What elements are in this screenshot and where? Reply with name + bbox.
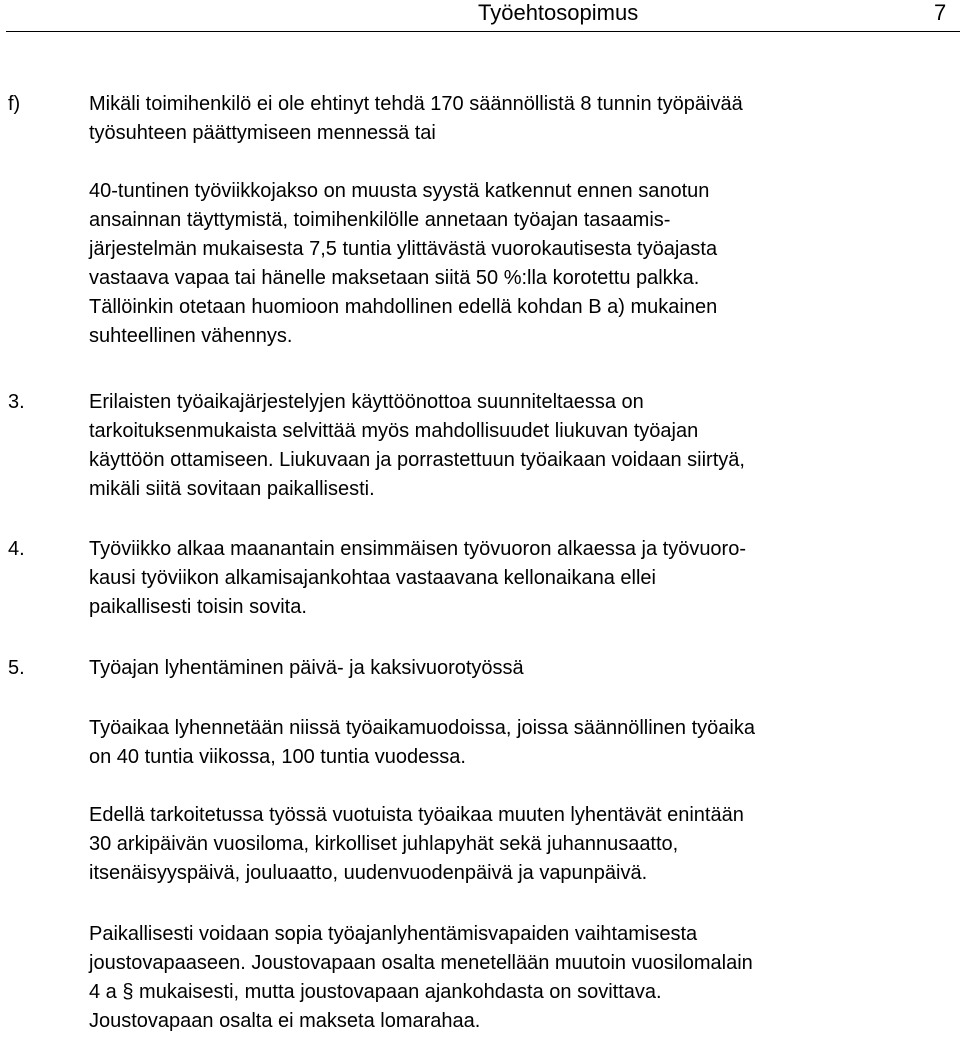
text-line: Työaikaa lyhennetään niissä työaikamuodoissa, joissa säännöllinen työaika <box>89 717 755 739</box>
paragraph-section-3 <box>89 388 960 504</box>
paragraph-section-5-3 <box>89 920 960 1036</box>
text-line: joustovapaaseen. Joustovapaan osalta menetellään muutoin vuosilomalain <box>89 952 753 974</box>
text-line: Mikäli toimihenkilö ei ole ehtinyt tehdä 170 säännöllistä 8 tunnin työpäivää <box>89 93 743 115</box>
text-line: työsuhteen päättymiseen mennessä tai <box>89 122 436 144</box>
text-line: ansainnan täyttymistä, toimihenkilölle annetaan työajan tasaamis- <box>89 209 671 231</box>
text-line: 4 a § mukaisesti, mutta joustovapaan ajankohdasta on sovittava. <box>89 981 662 1003</box>
paragraph-f-body <box>89 177 960 351</box>
text-line: itsenäisyyspäivä, jouluaatto, uudenvuodenpäivä ja vapunpäivä. <box>89 862 648 884</box>
section-5-heading <box>89 654 960 683</box>
text-line: Tällöinkin otetaan huomioon mahdollinen edellä kohdan B a) mukainen <box>89 296 718 318</box>
section-number-5: 5. <box>8 657 25 679</box>
text-line: tarkoituksenmukaista selvittää myös mahdollisuudet liukuvan työajan <box>89 420 699 442</box>
item-marker-f: f) <box>8 93 21 115</box>
text-line: vastaava vapaa tai hänelle maksetaan siitä 50 %:lla korotettu palkka. <box>89 267 700 289</box>
text-line: 40-tuntinen työviikkojakso on muusta syystä katkennut ennen sanotun <box>89 180 710 202</box>
paragraph-section-4 <box>89 535 960 622</box>
text-line: Erilaisten työaikajärjestelyjen käyttöönottoa suunniteltaessa on <box>89 391 644 413</box>
text-line: järjestelmän mukaisesta 7,5 tuntia ylittävästä vuorokautisesta työajasta <box>89 238 718 260</box>
header-divider <box>6 31 960 32</box>
text-line: on 40 tuntia viikossa, 100 tuntia vuodessa. <box>89 746 466 768</box>
text-line: mikäli siitä sovitaan paikallisesti. <box>89 478 375 500</box>
text-line: Paikallisesti voidaan sopia työajanlyhentämisvapaiden vaihtamisesta <box>89 923 698 945</box>
paragraph-section-5-1 <box>89 714 960 772</box>
text-line: Edellä tarkoitetussa työssä vuotuista työaikaa muuten lyhentävät enintään <box>89 804 744 826</box>
text-line: kausi työviikon alkamisajankohtaa vastaavana kellonaikana ellei <box>89 567 657 589</box>
text-line: paikallisesti toisin sovita. <box>89 596 307 618</box>
page-number: 7 <box>934 0 947 25</box>
section-number-4: 4. <box>8 538 25 560</box>
text-line: Joustovapaan osalta ei makseta lomarahaa. <box>89 1010 481 1032</box>
text-line: Työviikko alkaa maanantain ensimmäisen työvuoron alkaessa ja työvuoro- <box>89 538 747 560</box>
text-line: 30 arkipäivän vuosiloma, kirkolliset juhlapyhät sekä juhannusaatto, <box>89 833 679 855</box>
paragraph-section-5-2 <box>89 801 960 888</box>
document-title: Työehtosopimus <box>478 0 639 25</box>
page-header <box>0 0 960 34</box>
section-number-3: 3. <box>8 391 25 413</box>
text-line: suhteellinen vähennys. <box>89 325 293 347</box>
paragraph-f-intro <box>89 90 960 148</box>
text-line: käyttöön ottamiseen. Liukuvaan ja porrastettuun työaikaan voidaan siirtyä, <box>89 449 745 471</box>
heading-line: Työajan lyhentäminen päivä- ja kaksivuorotyössä <box>89 657 524 679</box>
